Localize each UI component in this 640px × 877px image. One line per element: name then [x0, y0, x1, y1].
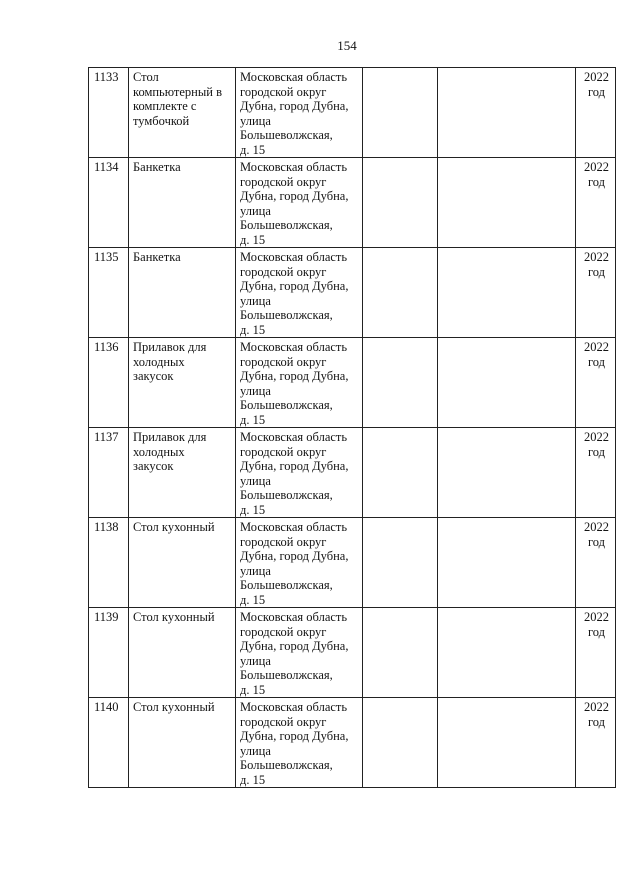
empty-cell: [363, 518, 438, 608]
table-row: [89, 698, 616, 788]
year-cell: 2022 год: [576, 698, 616, 788]
empty-cell: [363, 248, 438, 338]
item-name-cell: Прилавок для холодных закусок: [129, 338, 236, 428]
table-row: [89, 518, 616, 608]
row-number-cell: 1137: [89, 428, 129, 518]
address-cell: Московская область городской округ Дубна, город Дубна, улица Большеволжская, д. 15: [236, 338, 363, 428]
row-number-cell: 1138: [89, 518, 129, 608]
address-cell: Московская область городской округ Дубна, город Дубна, улица Большеволжская, д. 15: [236, 608, 363, 698]
inventory-table: [88, 67, 616, 788]
address-cell: Московская область городской округ Дубна, город Дубна, улица Большеволжская, д. 15: [236, 68, 363, 158]
year-cell: 2022 год: [576, 428, 616, 518]
address-cell: Московская область городской округ Дубна, город Дубна, улица Большеволжская, д. 15: [236, 428, 363, 518]
item-name-cell: Стол кухонный: [129, 698, 236, 788]
empty-cell: [438, 608, 576, 698]
table-row: [89, 338, 616, 428]
table-row: [89, 428, 616, 518]
year-cell: 2022 год: [576, 518, 616, 608]
row-number-cell: 1134: [89, 158, 129, 248]
year-cell: 2022 год: [576, 608, 616, 698]
empty-cell: [438, 338, 576, 428]
empty-cell: [363, 68, 438, 158]
table-row: [89, 608, 616, 698]
table-row: [89, 68, 616, 158]
empty-cell: [363, 698, 438, 788]
empty-cell: [363, 428, 438, 518]
page-number: 154: [337, 38, 357, 53]
empty-cell: [438, 428, 576, 518]
empty-cell: [363, 338, 438, 428]
address-cell: Московская область городской округ Дубна, город Дубна, улица Большеволжская, д. 15: [236, 158, 363, 248]
item-name-cell: Банкетка: [129, 248, 236, 338]
inventory-table-body: [89, 68, 616, 788]
row-number-cell: 1139: [89, 608, 129, 698]
row-number-cell: 1135: [89, 248, 129, 338]
item-name-cell: Стол компьютерный в комплекте с тумбочкой: [129, 68, 236, 158]
empty-cell: [438, 158, 576, 248]
table-row: [89, 158, 616, 248]
empty-cell: [438, 68, 576, 158]
item-name-cell: Прилавок для холодных закусок: [129, 428, 236, 518]
item-name-cell: Стол кухонный: [129, 608, 236, 698]
address-cell: Московская область городской округ Дубна, город Дубна, улица Большеволжская, д. 15: [236, 698, 363, 788]
row-number-cell: 1136: [89, 338, 129, 428]
item-name-cell: Банкетка: [129, 158, 236, 248]
address-cell: Московская область городской округ Дубна, город Дубна, улица Большеволжская, д. 15: [236, 518, 363, 608]
row-number-cell: 1140: [89, 698, 129, 788]
empty-cell: [438, 698, 576, 788]
row-number-cell: 1133: [89, 68, 129, 158]
year-cell: 2022 год: [576, 338, 616, 428]
year-cell: 2022 год: [576, 68, 616, 158]
address-cell: Московская область городской округ Дубна, город Дубна, улица Большеволжская, д. 15: [236, 248, 363, 338]
empty-cell: [438, 518, 576, 608]
empty-cell: [363, 608, 438, 698]
empty-cell: [363, 158, 438, 248]
item-name-cell: Стол кухонный: [129, 518, 236, 608]
year-cell: 2022 год: [576, 248, 616, 338]
year-cell: 2022 год: [576, 158, 616, 248]
table-row: [89, 248, 616, 338]
empty-cell: [438, 248, 576, 338]
